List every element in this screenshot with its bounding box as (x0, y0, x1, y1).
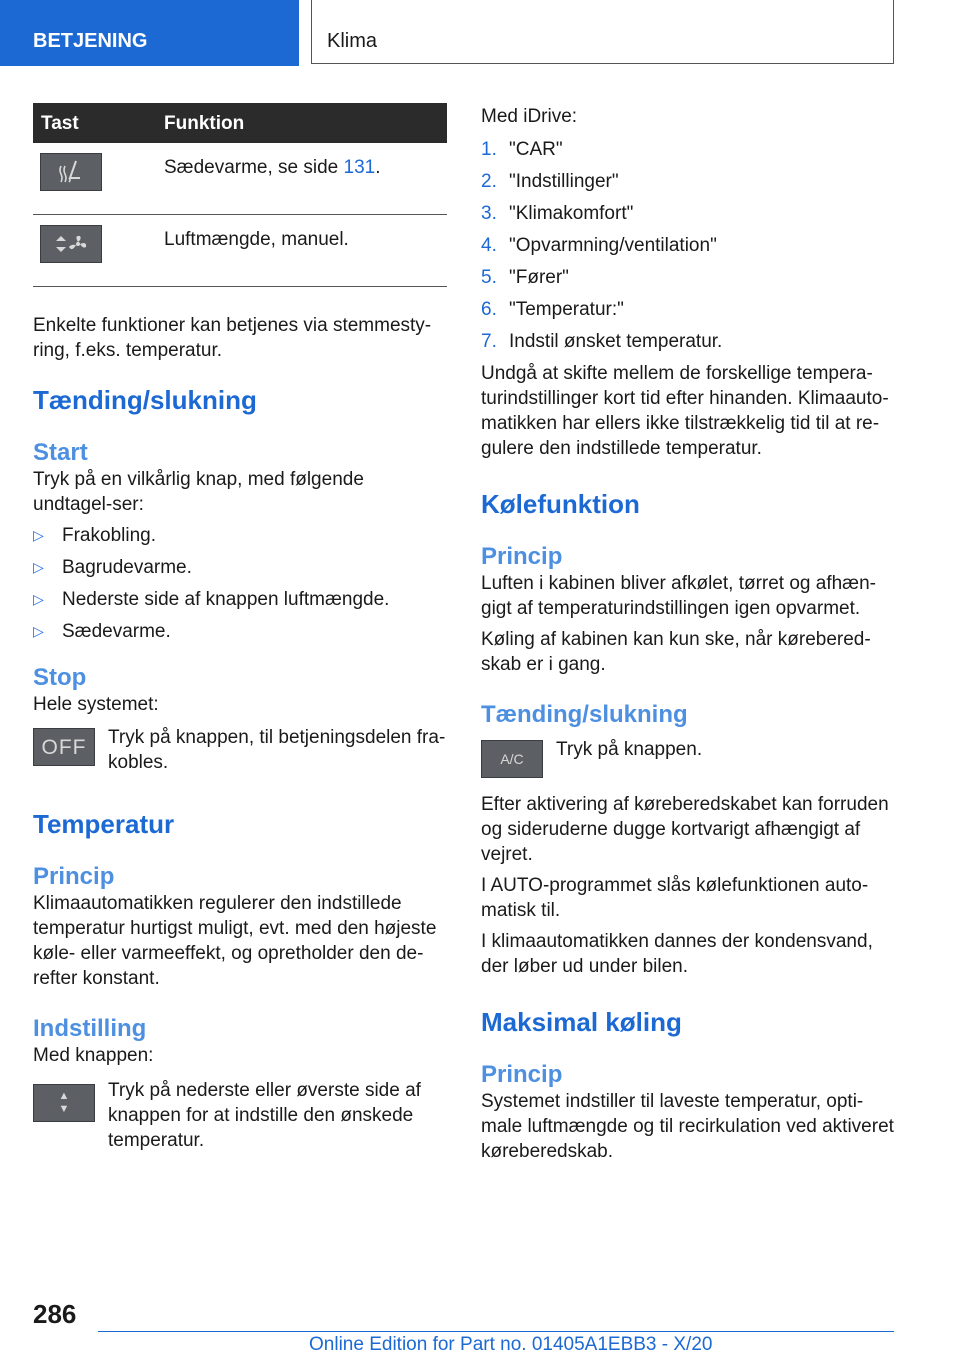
ac-key-icon: A/C (481, 740, 543, 778)
table-row (33, 215, 447, 287)
list-item: 1. "CAR" (481, 139, 563, 160)
temp-key-instruction (33, 1078, 447, 1153)
start-text: Tryk på en vilkårlig knap, med følgende undtagel-ser: (33, 469, 364, 515)
idrive-label: Med iDrive: (481, 106, 578, 127)
fan-speed-icon (40, 225, 102, 263)
exceptions-list (33, 523, 447, 644)
list-item: ▷ Sædevarme. (33, 621, 171, 642)
list-item: 4. "Opvarmning/ventilation" (481, 235, 717, 256)
footer-divider (98, 1331, 894, 1332)
page-link[interactable]: 131 (343, 157, 376, 178)
heading-tanding: Tænding/slukning (33, 385, 257, 415)
list-item: ▷ Frakobling. (33, 525, 156, 546)
heading-princip-maks: Princip (481, 1061, 563, 1088)
list-item: ▷ Nederste side af knappen luftmængde. (33, 589, 390, 610)
left-column (33, 100, 447, 1153)
heading-maksimal: Maksimal køling (481, 1007, 682, 1037)
list-item: 7. Indstil ønsket temperatur. (481, 331, 723, 352)
triangle-bullet-icon: ▷ (33, 623, 44, 639)
page-number: 286 (33, 1299, 77, 1329)
list-item: 6. "Temperatur:" (481, 299, 624, 320)
stop-text: Hele systemet: (33, 694, 159, 715)
off-key-icon: OFF (33, 728, 95, 766)
heading-indstilling: Indstilling (33, 1015, 147, 1042)
triangle-bullet-icon: ▷ (33, 591, 44, 607)
heading-stop: Stop (33, 664, 87, 691)
heading-princip: Princip (33, 863, 115, 890)
triangle-bullet-icon: ▷ (33, 527, 44, 543)
list-item: 2. "Indstillinger" (481, 171, 619, 192)
idrive-steps (481, 137, 897, 354)
seat-heating-icon (40, 153, 102, 191)
off-instruction (33, 725, 447, 775)
list-item: 5. "Fører" (481, 267, 569, 288)
list-item: 3. "Klimakomfort" (481, 203, 634, 224)
temperature-up-down-icon: ▲ ▼ (33, 1084, 95, 1122)
key-function-table (33, 103, 447, 287)
triangle-bullet-icon: ▷ (33, 559, 44, 575)
list-item: ▷ Bagrudevarme. (33, 557, 192, 578)
chapter-tab (311, 0, 894, 64)
footer-edition: Online Edition for Part no. 01405A1EBB3 - X/20 (309, 1334, 713, 1355)
off-text: Tryk på knappen, til betjeningsdelen fra-kobles. (108, 727, 446, 773)
princip-text: Klimaautomatikken regulerer den indstillede temperatur hurtigst muligt, evt. med den højeste køle- eller varmeeffekt, og opretholder den de-refter konstant. (33, 893, 437, 989)
table-row: Sædevarme, se side 131. (33, 143, 447, 215)
table-header-function: Funktion (164, 103, 447, 143)
kole-after-text3: I klimaautomatikken dannes der kondensvand, der løber ud under bilen. (481, 931, 873, 977)
section-tab (0, 0, 299, 66)
heading-tanding-kole: Tænding/slukning (481, 701, 688, 728)
intro-text: Enkelte funktioner kan betjenes via stemmesty-ring, f.eks. temperatur. (33, 315, 432, 361)
kole-after-text1: Efter aktivering af køreberedskabet kan forruden og sideruderne dugge kortvarigt afhængigt af vejret. (481, 794, 889, 865)
kole-princip-text2: Køling af kabinen kan kun ske, når kørebered-skab er i gang. (481, 629, 871, 675)
row-text: Luftmængde, manuel. (164, 229, 349, 250)
maks-princip-text: Systemet indstiller til laveste temperatur, opti-male luftmængde og til recirkulation ved aktiveret køreberedskab. (481, 1091, 894, 1162)
row-text: Sædevarme, se side (164, 157, 344, 178)
kole-princip-text1: Luften i kabinen bliver afkølet, tørret og afhæn-gigt af temperaturindstillingen igen opvarmet. (481, 573, 876, 619)
heading-princip-kole: Princip (481, 543, 563, 570)
table-header-key: Tast (33, 103, 164, 143)
idrive-note: Undgå at skifte mellem de forskellige tempera-turindstillinger kort tid efter hinanden. Klimaauto-matikken har ellers ikke tilstrækkelig tid til at re-gulere den indstillede temperatur. (481, 363, 889, 459)
right-column (481, 100, 897, 1164)
section-title: BETJENING (33, 30, 148, 52)
med-knappen-text: Med knappen: (33, 1045, 154, 1066)
kole-after-text2: I AUTO-programmet slås kølefunktionen auto-matisk til. (481, 875, 869, 921)
heading-kolefunktion: Kølefunktion (481, 489, 640, 519)
temp-key-text-a: Tryk på nederste eller øverste side af knappen for at indstille den ønskede temperatur. (108, 1080, 421, 1151)
heading-temperatur: Temperatur (33, 809, 175, 839)
ac-text: Tryk på knappen. (556, 739, 703, 760)
chapter-title: Klima (327, 30, 378, 52)
ac-instruction (481, 737, 897, 778)
heading-start: Start (33, 439, 88, 466)
